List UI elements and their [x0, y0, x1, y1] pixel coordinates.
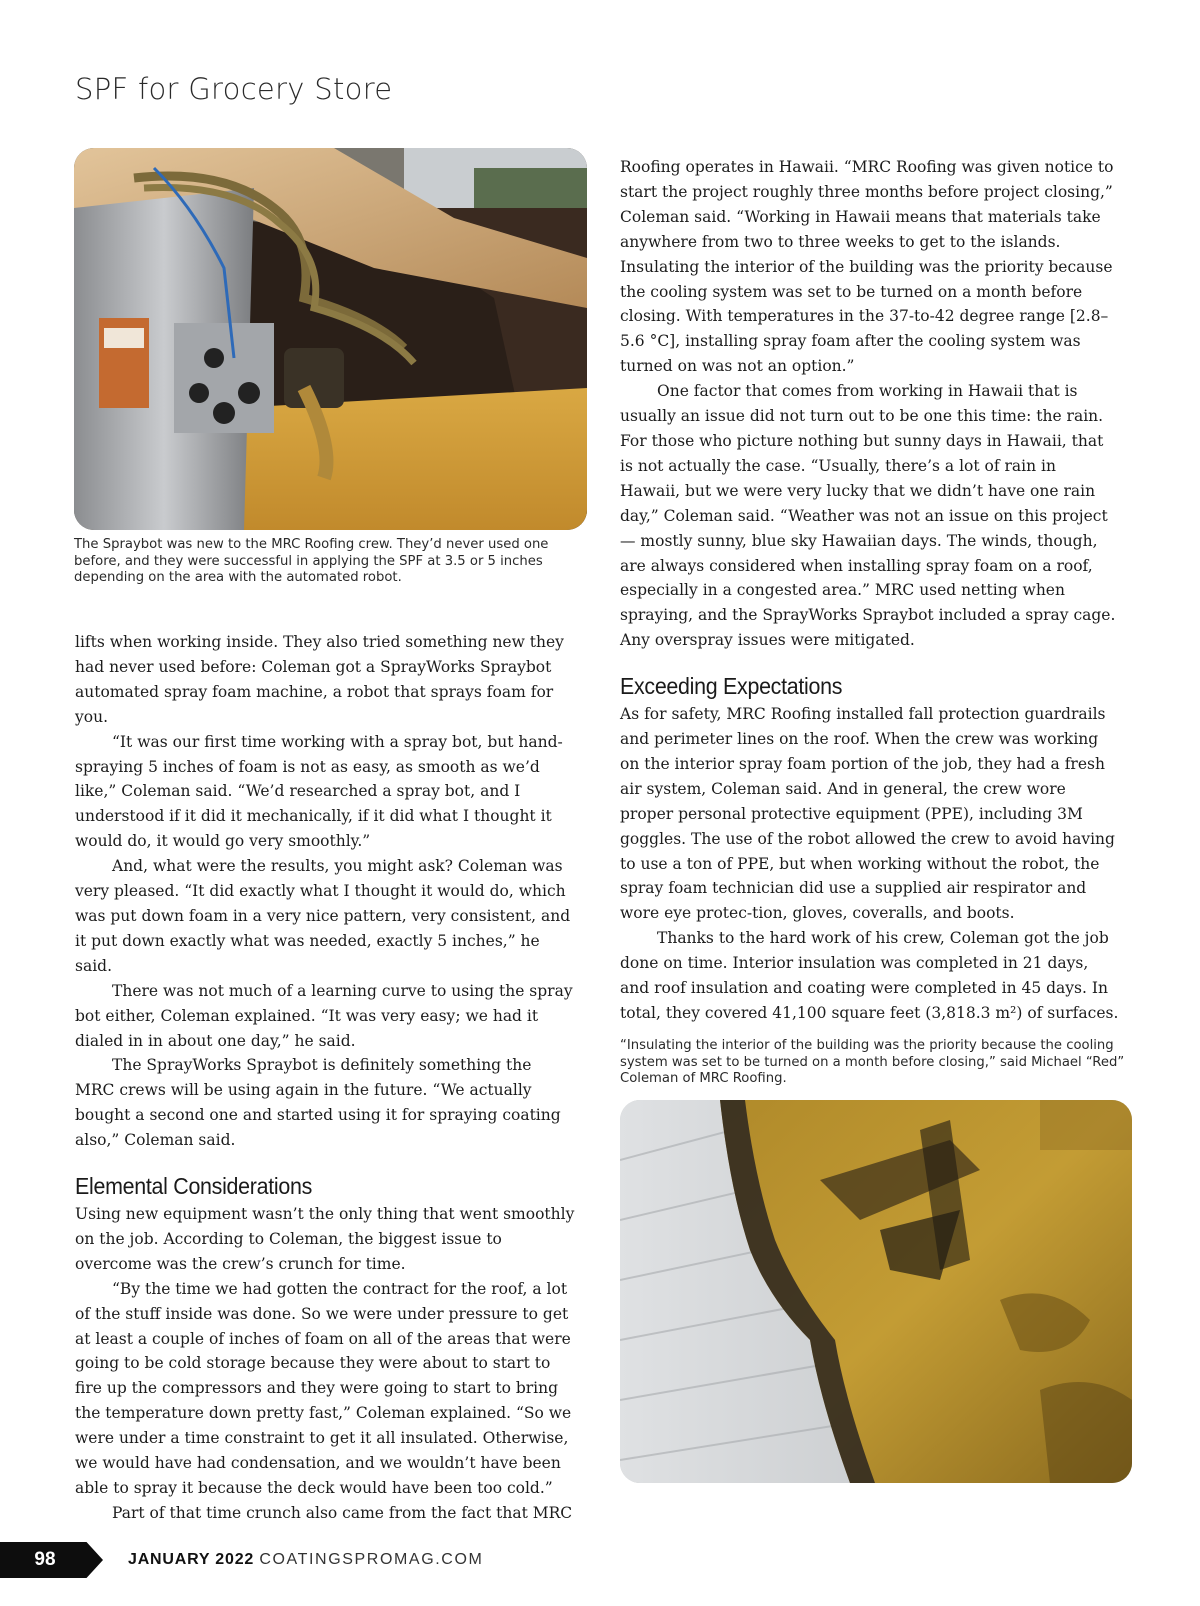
- right-column: [620, 155, 1120, 1026]
- body-paragraph: The SprayWorks Spraybot is definitely something the MRC crews will be using again in the future. “We actually bought a second one and started using it for spraying coating also,” Coleman said.: [75, 1056, 561, 1150]
- body-paragraph: Thanks to the hard work of his crew, Coleman got the job done on time. Interior insulation was completed in 21 days, and roof insulation and coating were completed in 45 days. In total, they covered 41,100 square feet (3,818.3 m²) of surfaces.: [620, 929, 1119, 1022]
- page-number: 98: [34, 1549, 56, 1570]
- section-title: SPF for Grocery Store: [75, 72, 393, 106]
- body-paragraph: As for safety, MRC Roofing installed fall protection guardrails and perimeter lines on the roof. When the crew was working on the interior spray foam portion of the job, they had a fresh air system, Coleman said. And in general, the crew wore proper personal protective equipment (PPE), including 3M goggles. The use of the robot allowed the crew to avoid having to use a ton of PPE, but when working without the robot, the spray foam technician did use a supplied air respirator and wore eye protec-tion, gloves, coveralls, and boots.: [620, 705, 1115, 923]
- issue-date: JANUARY 2022: [128, 1551, 255, 1568]
- body-paragraph: “It was our first time working with a spray bot, but hand-spraying 5 inches of foam is not as easy, as smooth as we’d like,” Coleman said. “We’d researched a spray bot, and I understood if it did it mechanically, if it did what I thought it would do, it would go very smoothly.”: [75, 732, 563, 851]
- body-paragraph: And, what were the results, you might ask? Coleman was very pleased. “It did exactly what I thought it would do, which was put down foam in a very nice pattern, very consistent, and it put down exactly what was needed, exactly 5 inches,” he said.: [75, 857, 571, 975]
- body-paragraph: There was not much of a learning curve to using the spray bot either, Coleman explained. “It was very easy; we had it dialed in in about one day,” he said.: [75, 981, 573, 1050]
- body-paragraph: Part of that time crunch also came from the fact that MRC: [112, 1503, 573, 1522]
- subheading: Elemental Considerations: [75, 1173, 313, 1200]
- roof-coating-photo: [620, 1100, 1132, 1483]
- left-column: [75, 630, 575, 1526]
- photo-caption: The Spraybot was new to the MRC Roofing crew. They’d never used one before, and they were successful in applying the SPF at 3.5 or 5 inches depending on the area with the automated robot.: [74, 537, 549, 586]
- website-name: COATINGSPROMAG.COM: [259, 1551, 484, 1568]
- spraybot-photo: [74, 148, 587, 530]
- subheading: Exceeding Expectations: [620, 673, 843, 700]
- footer-issue: [128, 1551, 483, 1569]
- body-paragraph: One factor that comes from working in Hawaii that is usually an issue did not turn out to be one this time: the rain. For those who picture nothing but sunny days in Hawaii, that is not actually the case. “Usually, there’s a lot of rain in Hawaii, but we were very lucky that we didn’t have one rain day,” Coleman said. “Weather was not an issue on this project — mostly sunny, blue sky Hawaiian days. The winds, though, are always considered when installing spray foam on a roof, especially in a congested area.” MRC used netting when spraying, and the SprayWorks Spraybot included a spray cage. Any overspray issues were mitigated.: [620, 382, 1116, 650]
- body-paragraph: “By the time we had gotten the contract for the roof, a lot of the stuff inside was done. So we were under pressure to get at least a couple of inches of foam on all of the areas that were going to be cold storage because they were about to start to fire up the compressors and they were going to start to bring the temperature down pretty fast,” Coleman explained. “So we were under a time constraint to get it all insulated. Otherwise, we would have had condensation, and we wouldn’t have been able to spray it because the deck would have been too cold.”: [75, 1279, 572, 1497]
- body-paragraph: Using new equipment wasn’t the only thing that went smoothly on the job. According to Coleman, the biggest issue to overcome was the crew’s crunch for time.: [75, 1205, 575, 1273]
- body-paragraph: Roofing operates in Hawaii. “MRC Roofing was given notice to start the project roughly three months before project closing,” Coleman said. “Working in Hawaii means that materials take anywhere from two to three weeks to get to the islands. Insulating the interior of the building was the priority because the cooling system was set to be turned on a month before closing. With temperatures in the 37-to-42 degree range [2.8–5.6 °C], installing spray foam after the cooling system was turned on was not an option.”: [620, 158, 1114, 376]
- body-paragraph: lifts when working inside. They also tried something new they had never used before: Coleman got a SprayWorks Spraybot automated spray foam machine, a robot that sprays foam for you.: [75, 633, 564, 726]
- photo-caption: “Insulating the interior of the building was the priority because the cooling system was set to be turned on a month before closing,” said Michael “Red” Coleman of MRC Roofing.: [620, 1038, 1125, 1087]
